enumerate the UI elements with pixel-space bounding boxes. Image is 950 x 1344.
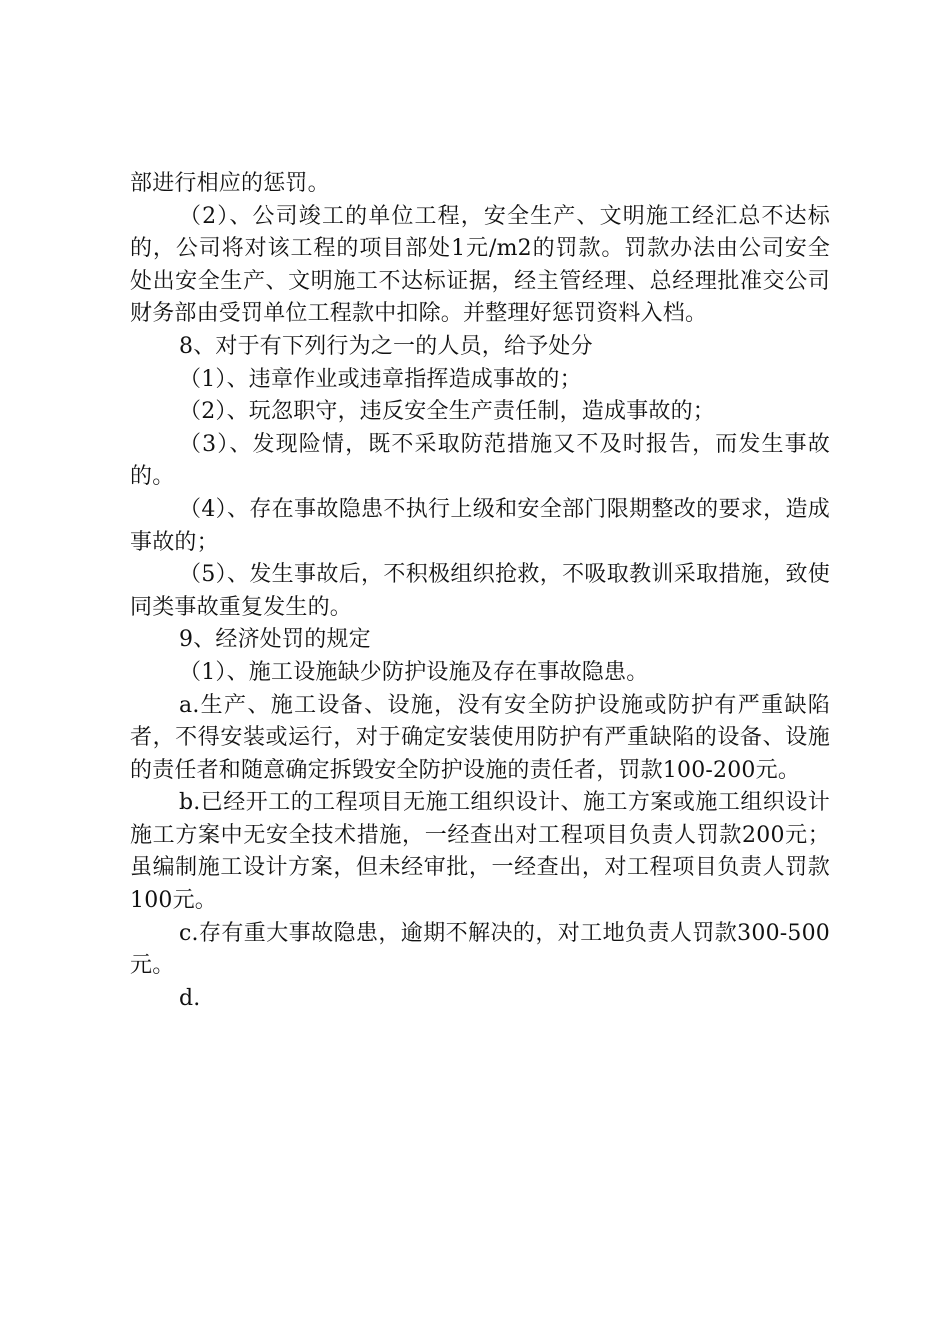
paragraph-item-4-rectification: （4）、存在事故隐患不执行上级和安全部门限期整改的要求，造成事故的； [130, 496, 830, 555]
section-9-heading: 9、经济处罚的规定 [179, 627, 371, 653]
paragraph-item-3-danger-report: （3）、发现险情，既不采取防范措施又不及时报告，而发生事故的。 [130, 431, 830, 490]
paragraph-item-b-construction-plan: b.已经开工的工程项目无施工组织设计、施工方案或施工组织设计施工方案中无安全技术措施，一经查出对工程项目负责人罚款200元；虽编制施工设计方案，但未经审批，一经查出，对工程项目负责人罚款100元。 [130, 790, 830, 914]
paragraph-continuation: 部进行相应的惩罚。 [130, 171, 330, 196]
paragraph-item-1-facilities: （1）、施工设施缺少防护设施及存在事故隐患。 [179, 659, 649, 685]
paragraph-item-a-equipment: a.生产、施工设备、设施，没有安全防护设施或防护有严重缺陷者，不得安装或运行，对于确定安装使用防护有严重缺陷的设备、设施的责任者和随意确定拆毁安全防护设施的责任者，罚款100-200元。 [130, 692, 830, 783]
paragraph-item-2-negligence: （2）、玩忽职守，违反安全生产责任制，造成事故的； [179, 399, 715, 425]
paragraph-item-5-rescue: （5）、发生事故后，不积极组织抢救，不吸取教训采取措施，致使同类事故重复发生的。 [130, 562, 830, 620]
paragraph-item-1-violation: （1）、违章作业或违章指挥造成事故的； [179, 366, 582, 392]
paragraph-item-c-major-hazard: c.存有重大事故隐患，逾期不解决的，对工地负责人罚款300-500元。 [130, 920, 830, 979]
paragraph-item-2-completed-project-fine: （2）、公司竣工的单位工程，安全生产、文明施工经汇总不达标的，公司将对该工程的项目部处1元/m2的罚款。罚款办法由公司安全处出安全生产、文明施工不达标证据，经主管经理、总经理批准交公司财务部由受罚单位工程款中扣除。并整理好惩罚资料入档。 [130, 203, 830, 327]
section-8-heading: 8、对于有下列行为之一的人员，给予处分 [179, 333, 593, 359]
document-body [130, 168, 830, 1015]
paragraph-item-d: d. [179, 985, 201, 1011]
